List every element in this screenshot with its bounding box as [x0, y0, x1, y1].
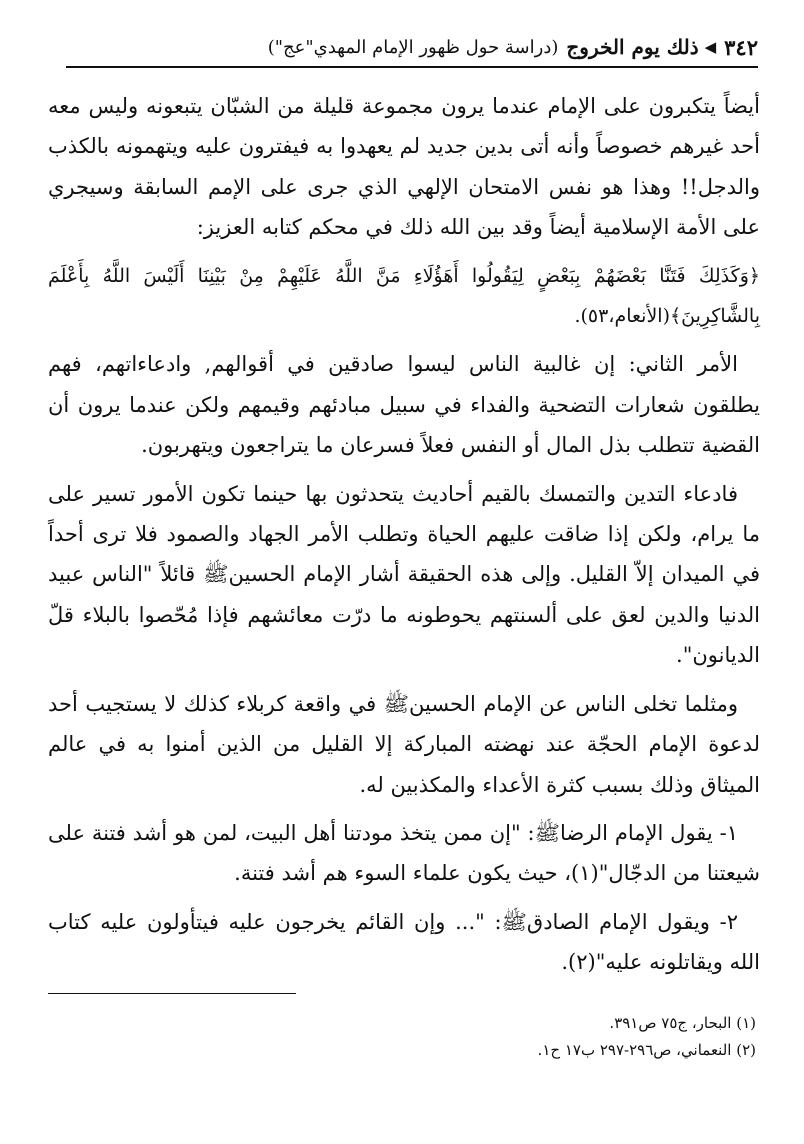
page-body — [48, 86, 760, 991]
numbered-item-1: ١- يقول الإمام الرضاﷺ: "إن ممن يتخذ مودتنا أهل البيت، لمن هو أشد فتنة على شيعتنا من الدجّال"(١)، حيث يكون علماء السوء هم أشد فتنة. — [48, 820, 760, 886]
numbered-item-2: ٢- ويقول الإمام الصادقﷺ: "... وإن القائم يخرجون عليه فيتأولون عليه كتاب الله ويقاتلونه عليه"(٢). — [48, 909, 760, 975]
book-title: ذلك يوم الخروج — [566, 35, 699, 59]
paragraph-karbala: ومثلما تخلى الناس عن الإمام الحسينﷺ في واقعة كربلاء كذلك لا يستجيب أحد لدعوة الإمام الحجّة عند نهضته المباركة إلا القليل من الذين أمنوا به في عالم الميثاق وذلك بسبب كثرة الأعداء والمكذبين له. — [48, 691, 760, 797]
book-subtitle: (دراسة حول ظهور الإمام المهدي"عج") — [267, 36, 559, 58]
arrow-marker-icon: ◀ — [704, 38, 717, 56]
footnotes — [48, 1010, 756, 1064]
footnote-divider — [48, 993, 296, 994]
running-header — [66, 28, 758, 68]
paragraph-second-matter: الأمر الثاني: إن غالبية الناس ليسوا صادقين في أقوالهم, وادعاءاتهم، فهم يطلقون شعارات التضحية والفداء في سبيل مبادئهم وقيمهم ولكن عندما يرون أن القضية تتطلب بذل المال أو النفس فعلاً فسرعان ما يتراجعون ويتهربون. — [48, 352, 760, 458]
paragraph-religiosity-claim: فادعاء التدين والتمسك بالقيم أحاديث يتحدثون بها حينما تكون الأمور تسير على ما يرام، ولكن إذا ضاقت عليهم الحياة وتطلب الأمر الجهاد والصمود فلا ترى أحداً في الميدان إلاّ القليل. وإلى هذه الحقيقة أشار الإمام الحسينﷺ قائلاً "الناس عبيد الدنيا والدين لعق على ألسنتهم يحوطونه ما درّت معائشهم فإذا مُحّصوا بالبلاء قلّ الديانون". — [48, 481, 760, 668]
footnote-2: (٢) النعماني، ص٢٩٦-٢٩٧ ب١٧ ح١. — [537, 1041, 756, 1059]
footnote-1: (١) البحار، ج٧٥ ص٣٩١. — [609, 1014, 756, 1032]
page-number: ٣٤٢ — [724, 34, 758, 60]
quran-verse: ﴿وَكَذَلِكَ فَتَنَّا بَعْضَهُمْ بِبَعْضٍ لِيَقُولُوا أَهَؤُلَاءِ مَنَّ اللَّهُ عَلَيْهِمْ مِنْ بَيْنِنَا أَلَيْسَ اللَّهُ بِأَعْلَمَ بِالشَّاكِرِينَ﴾(الأنعام،٥٣). — [48, 264, 760, 328]
paragraph-1: أيضاً يتكبرون على الإمام عندما يرون مجموعة قليلة من الشبّان يتبعونه وليس معه أحد غيرهم خصوصاً وأنه أتى بدين جديد لم يعهدوا به فيفترون عليه ويتهمونه بالكذب والدجل!! وهذا هو نفس الامتحان الإلهي الذي جرى على الإمم السابقة وسيجري على الأمة الإسلامية أيضاً وقد بين الله ذلك في محكم كتابه العزيز: — [48, 94, 760, 240]
